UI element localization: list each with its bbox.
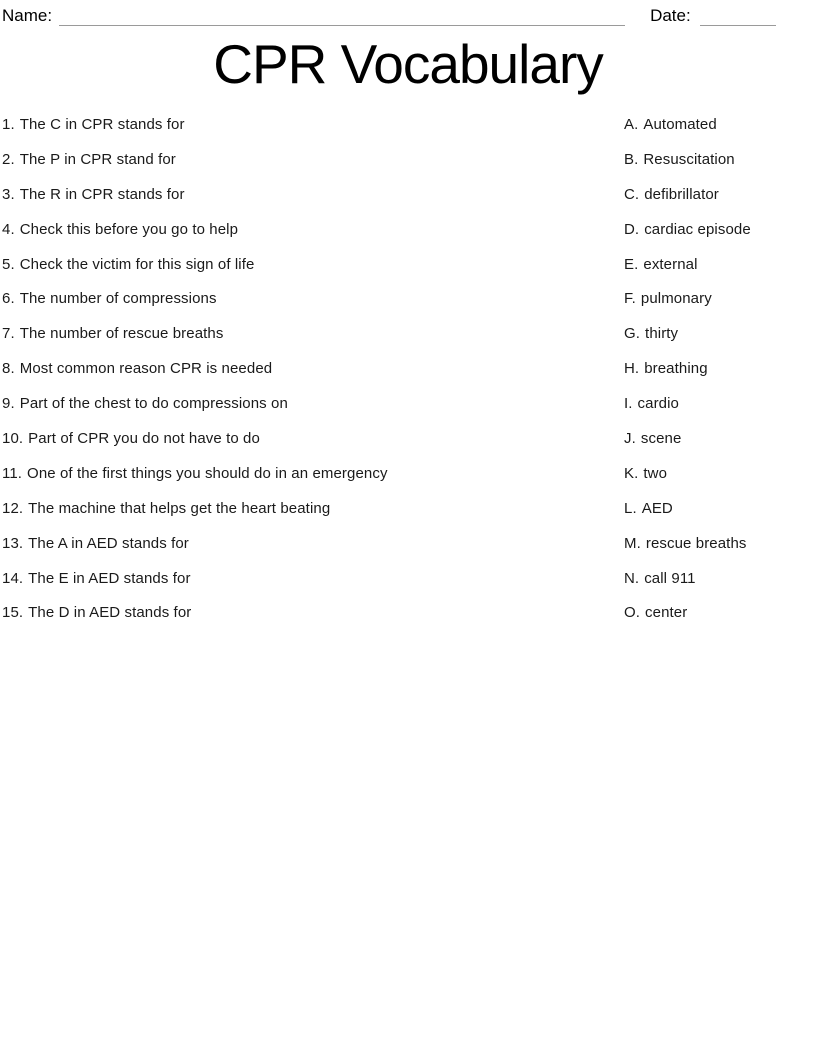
answer-text: cardio [637, 395, 680, 413]
question-number: 10. [2, 430, 24, 448]
answer-item [624, 570, 816, 588]
question-text: The number of rescue breaths [19, 325, 224, 343]
answer-letter: M. [624, 534, 641, 552]
question-text: The A in AED stands for [28, 534, 189, 552]
question-text: The C in CPR stands for [19, 116, 185, 133]
answer-item [624, 535, 816, 553]
answer-text: defibrillator [644, 185, 719, 203]
question-item [2, 116, 624, 134]
header [0, 4, 816, 26]
match-row [2, 186, 816, 221]
answer-text: thirty [645, 325, 679, 343]
answer-letter: J. [624, 430, 636, 448]
question-item [2, 186, 624, 204]
question-item [2, 221, 624, 239]
answer-letter: F. [624, 290, 636, 308]
question-number: 3. [2, 185, 15, 203]
answer-letter: G. [624, 325, 641, 343]
question-text: The D in AED stands for [28, 604, 192, 622]
match-row [2, 395, 816, 430]
date-blank-line [700, 6, 776, 26]
answer-letter: N. [624, 569, 640, 587]
match-row [2, 325, 816, 360]
question-text: One of the first things you should do in an emergency [27, 464, 388, 482]
question-item [2, 430, 624, 448]
question-text: Check this before you go to help [19, 220, 239, 238]
answer-text: pulmonary [640, 290, 712, 308]
answer-text: call 911 [644, 569, 696, 587]
answer-text: Automated [643, 116, 717, 133]
question-text: Check the victim for this sign of life [19, 255, 255, 273]
match-row [2, 535, 816, 570]
question-item [2, 325, 624, 343]
match-row [2, 570, 816, 605]
question-number: 5. [2, 255, 15, 273]
match-row [2, 604, 816, 639]
match-row [2, 465, 816, 500]
answer-item [624, 290, 816, 308]
matching-list [0, 116, 816, 639]
question-item [2, 395, 624, 413]
answer-text: cardiac episode [644, 220, 751, 238]
answer-item [624, 395, 816, 413]
question-item [2, 500, 624, 518]
answer-item [624, 116, 816, 134]
match-row [2, 221, 816, 256]
answer-item [624, 325, 816, 343]
question-number: 14. [2, 569, 24, 587]
answer-letter: H. [624, 360, 640, 378]
question-item [2, 465, 624, 483]
answer-item [624, 186, 816, 204]
question-number: 15. [2, 604, 24, 622]
answer-letter: D. [624, 220, 640, 238]
answer-letter: C. [624, 185, 640, 203]
question-text: The machine that helps get the heart beating [28, 499, 331, 517]
question-number: 9. [2, 395, 15, 413]
question-text: Most common reason CPR is needed [19, 360, 273, 378]
match-row [2, 116, 816, 151]
question-text: Part of CPR you do not have to do [28, 430, 260, 448]
answer-letter: A. [624, 116, 639, 133]
question-number: 13. [2, 534, 24, 552]
question-text: The R in CPR stands for [19, 185, 185, 203]
question-number: 2. [2, 150, 15, 168]
question-text: The E in AED stands for [28, 569, 191, 587]
match-row [2, 256, 816, 291]
answer-letter: O. [624, 604, 641, 622]
match-row [2, 151, 816, 186]
question-item [2, 570, 624, 588]
answer-text: AED [641, 499, 673, 517]
answer-item [624, 465, 816, 483]
answer-item [624, 360, 816, 378]
question-number: 1. [2, 116, 15, 133]
match-row [2, 290, 816, 325]
answer-text: scene [640, 430, 682, 448]
answer-item [624, 430, 816, 448]
name-label: Name: [2, 6, 53, 25]
question-item [2, 604, 624, 622]
answer-letter: L. [624, 499, 637, 517]
date-label: Date: [650, 6, 691, 25]
answer-item [624, 151, 816, 169]
match-row [2, 500, 816, 535]
answer-letter: K. [624, 464, 639, 482]
answer-text: center [645, 604, 688, 622]
answer-text: Resuscitation [643, 150, 735, 168]
question-item [2, 360, 624, 378]
page-title: CPR Vocabulary [213, 33, 603, 95]
answer-item [624, 604, 816, 622]
question-item [2, 151, 624, 169]
question-text: The number of compressions [19, 290, 217, 308]
answer-text: external [643, 255, 698, 273]
question-item [2, 290, 624, 308]
match-row [2, 430, 816, 465]
question-number: 6. [2, 290, 15, 308]
answer-item [624, 256, 816, 274]
question-item [2, 256, 624, 274]
answer-text: breathing [644, 360, 708, 378]
answer-text: two [643, 464, 668, 482]
answer-text: rescue breaths [645, 534, 747, 552]
question-text: The P in CPR stand for [19, 150, 176, 168]
question-item [2, 535, 624, 553]
answer-letter: E. [624, 255, 639, 273]
match-row [2, 360, 816, 395]
question-number: 4. [2, 220, 15, 238]
answer-item [624, 221, 816, 239]
answer-item [624, 500, 816, 518]
question-number: 8. [2, 360, 15, 378]
question-number: 7. [2, 325, 15, 343]
question-number: 11. [2, 464, 23, 482]
question-number: 12. [2, 499, 24, 517]
answer-letter: B. [624, 150, 639, 168]
name-blank-line [59, 6, 625, 26]
question-text: Part of the chest to do compressions on [19, 395, 288, 413]
answer-letter: I. [624, 395, 633, 413]
